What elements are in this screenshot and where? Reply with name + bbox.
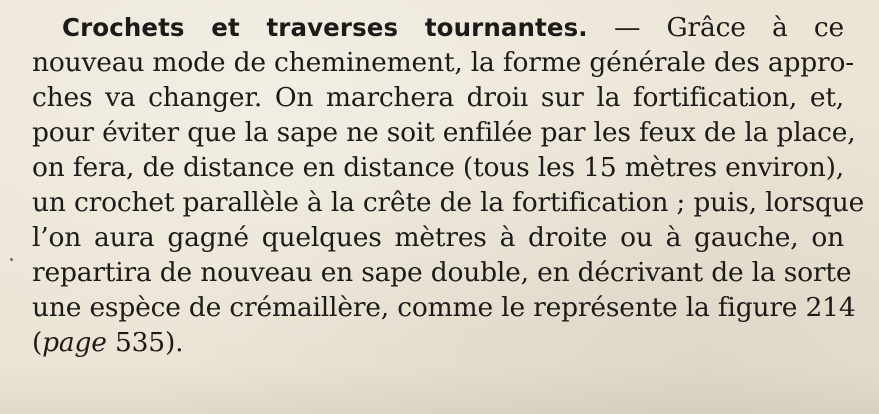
paragraph-line-4: pour éviter que la sape ne soit enfilée par les feux de la place,: [32, 117, 856, 148]
paragraph-line-7: l’on aura gagné quelques mètres à droite ou à gauche, on: [32, 222, 844, 253]
speck-mark: [10, 258, 13, 261]
open-paren: (: [32, 327, 43, 358]
paragraph-line-6: un crochet parallèle à la crête de la fortification ; puis, lorsque: [32, 187, 865, 218]
paragraph-line-9: une espèce de crémaillère, comme le représente la figure 214: [32, 292, 856, 323]
paragraph-line-5: on fera, de distance en distance (tous les 15 mètres environ),: [32, 152, 844, 183]
line-1-text: — Grâce à ce: [587, 12, 845, 43]
paragraph-line-10: [32, 325, 844, 360]
paragraph-line-1: [32, 10, 844, 45]
section-heading: Crochets et traverses tournantes.: [62, 13, 588, 42]
paragraph-line-8: repartira de nouveau en sape double, en décrivant de la sorte: [32, 257, 852, 288]
page-word: page: [42, 327, 107, 358]
paragraph: [32, 10, 865, 360]
page-reference: 535).: [106, 327, 184, 358]
paragraph-line-3: ches va changer. On marchera droiı sur la fortification, et,: [32, 82, 844, 113]
paragraph-line-2: nouveau mode de cheminement, la forme générale des appro-: [32, 47, 854, 78]
